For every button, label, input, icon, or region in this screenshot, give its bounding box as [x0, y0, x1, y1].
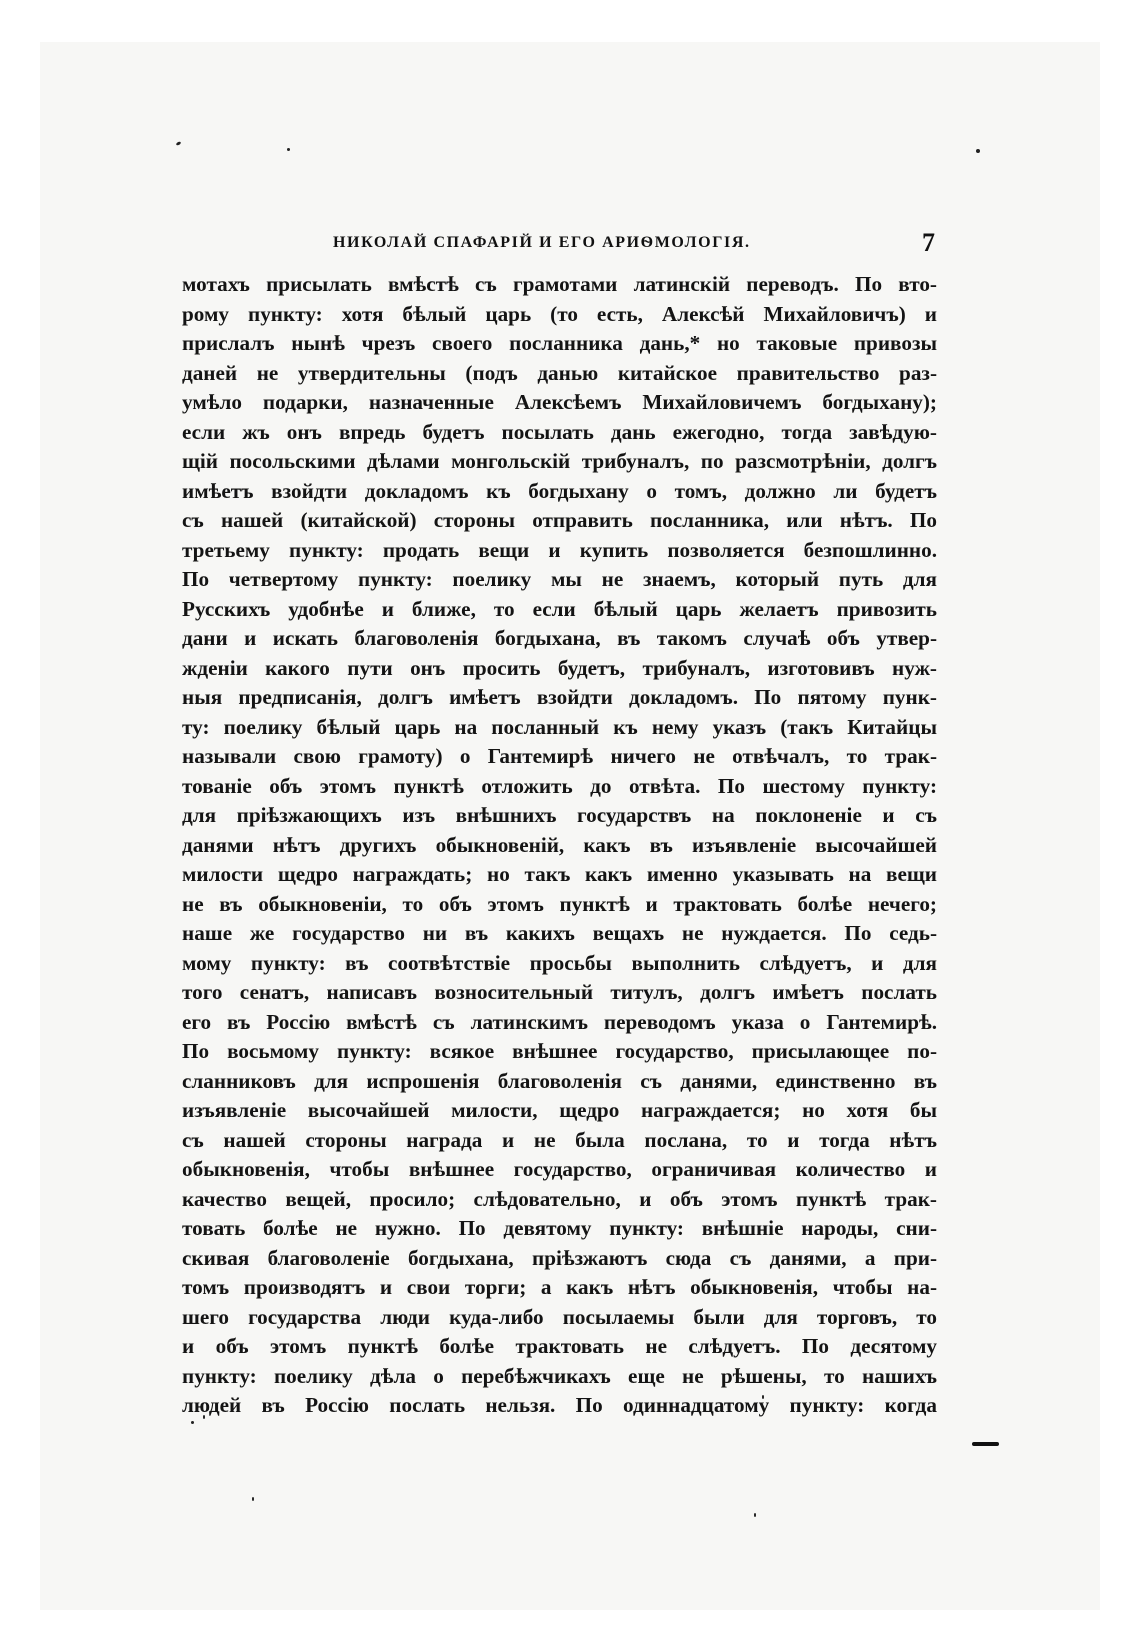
text-line: сланниковъ для испрошенія благоволенія съ данями, единственно въ [182, 1068, 937, 1093]
scan-speck [754, 1513, 756, 1517]
text-line: даней не утвердительны (подъ данью китайское правительство раз- [182, 360, 937, 385]
text-line: рому пункту: хотя бѣлый царь (то есть, Алексѣй Михайловичъ) и [182, 301, 937, 326]
text-line: По восьмому пункту: всякое внѣшнее государство, присылающее по- [182, 1039, 937, 1063]
text-line: пункту: поелику дѣла о перебѣжчикахъ еще не рѣшены, то нашихъ [182, 1363, 937, 1388]
text-line: томъ производятъ и свои торги; а какъ нѣтъ обыкновенія, чтобы на- [182, 1275, 937, 1299]
text-line: тованіе объ этомъ пунктѣ отложить до отвѣта. По шестому пункту: [182, 773, 937, 798]
text-line: и объ этомъ пунктѣ болѣе трактовать не слѣдуетъ. По десятому [182, 1334, 937, 1358]
scan-speck [287, 148, 290, 151]
text-line: мотахъ присылать вмѣстѣ съ грамотами латинскій переводъ. По вто- [182, 272, 937, 296]
text-line: товать болѣе не нужно. По девятому пункту: внѣшніе народы, сни- [182, 1216, 937, 1240]
text-line: третьему пункту: продать вещи и купить позволяется безпошлинно. [182, 537, 937, 562]
text-line: для пріѣзжающихъ изъ внѣшнихъ государствъ на поклоненіе и съ [182, 803, 937, 827]
text-line: того сенатъ, написавъ возносительный титулъ, долгъ имѣетъ послать [182, 980, 937, 1004]
text-line: обыкновенія, чтобы внѣшнее государство, ограничивая количество и [182, 1157, 937, 1181]
scan-speck [191, 1421, 194, 1424]
text-line: ту: поелику бѣлый царь на посланный къ нему указъ (такъ Китайцы [182, 714, 937, 739]
text-line: милости щедро награждать; но такъ какъ именно указывать на вещи [182, 862, 937, 886]
text-line: шего государства люди куда-либо посылаемы были для торговъ, то [182, 1304, 937, 1329]
scan-speck [252, 1497, 254, 1501]
text-line: имѣетъ взойдти докладомъ къ богдыхану о томъ, должно ли будетъ [182, 478, 937, 503]
text-line: щій посольскими дѣлами монгольскій трибуналъ, по разсмотрѣніи, долгъ [182, 449, 937, 473]
text-line: людей въ Россію послать нельзя. По одиннадцатому пункту: когда [182, 1393, 937, 1417]
page-number: 7 [922, 228, 935, 257]
text-line: Русскихъ удобнѣе и ближе, то если бѣлый царь желаетъ привозить [182, 596, 937, 621]
text-line: прислалъ нынѣ чрезъ своего посланника дань,* но таковые привозы [182, 331, 937, 355]
text-line: умѣло подарки, назначенные Алексѣемъ Михайловичемъ богдыхану); [182, 390, 937, 414]
text-line: его въ Россію вмѣстѣ съ латинскимъ переводомъ указа о Гантемирѣ. [182, 1009, 937, 1034]
text-line: изъявленіе высочайшей милости, щедро награждается; но хотя бы [182, 1098, 937, 1122]
body-text [182, 270, 937, 1421]
running-title: НИКОЛАЙ СПАФАРІЙ И ЕГО АРИѲМОЛОГІЯ. [333, 234, 751, 251]
text-line: наше же государство ни въ какихъ вещахъ не нуждается. По седь- [182, 921, 937, 945]
text-line: качество вещей, просило; слѣдовательно, и объ этомъ пунктѣ трак- [182, 1186, 937, 1211]
text-line: ныя предписанія, долгъ имѣетъ взойдти докладомъ. По пятому пунк- [182, 685, 937, 709]
text-line: мому пункту: въ соотвѣтствіе просьбы выполнить слѣдуетъ, и для [182, 950, 937, 975]
text-line: По четвертому пункту: поелику мы не знаемъ, который путь для [182, 567, 937, 591]
scan-speck [976, 149, 980, 153]
text-line: дани и искать благоволенія богдыхана, въ такомъ случаѣ объ утвер- [182, 626, 937, 650]
text-line: называли свою грамоту) о Гантемирѣ ничего не отвѣчалъ, то трак- [182, 744, 937, 768]
text-line: данями нѣтъ другихъ обыкновеній, какъ въ изъявленіе высочайшей [182, 832, 937, 857]
text-line: съ нашей (китайской) стороны отправить посланника, или нѣтъ. По [182, 508, 937, 532]
scan-dash-mark [972, 1442, 999, 1446]
text-line: жденіи какого пути онъ просить будетъ, трибуналъ, изготовивъ нуж- [182, 655, 937, 680]
text-line: не въ обыкновеніи, то объ этомъ пунктѣ и трактовать болѣе нечего; [182, 891, 937, 916]
text-line: съ нашей стороны награда и не была послана, то и тогда нѣтъ [182, 1127, 937, 1152]
running-head [183, 228, 935, 260]
text-line: скивая благоволеніе богдыхана, пріѣзжаютъ сюда съ данями, а при- [182, 1245, 937, 1270]
text-line: если жъ онъ впредь будетъ посылать дань ежегодно, тогда завѣдую- [182, 419, 937, 444]
